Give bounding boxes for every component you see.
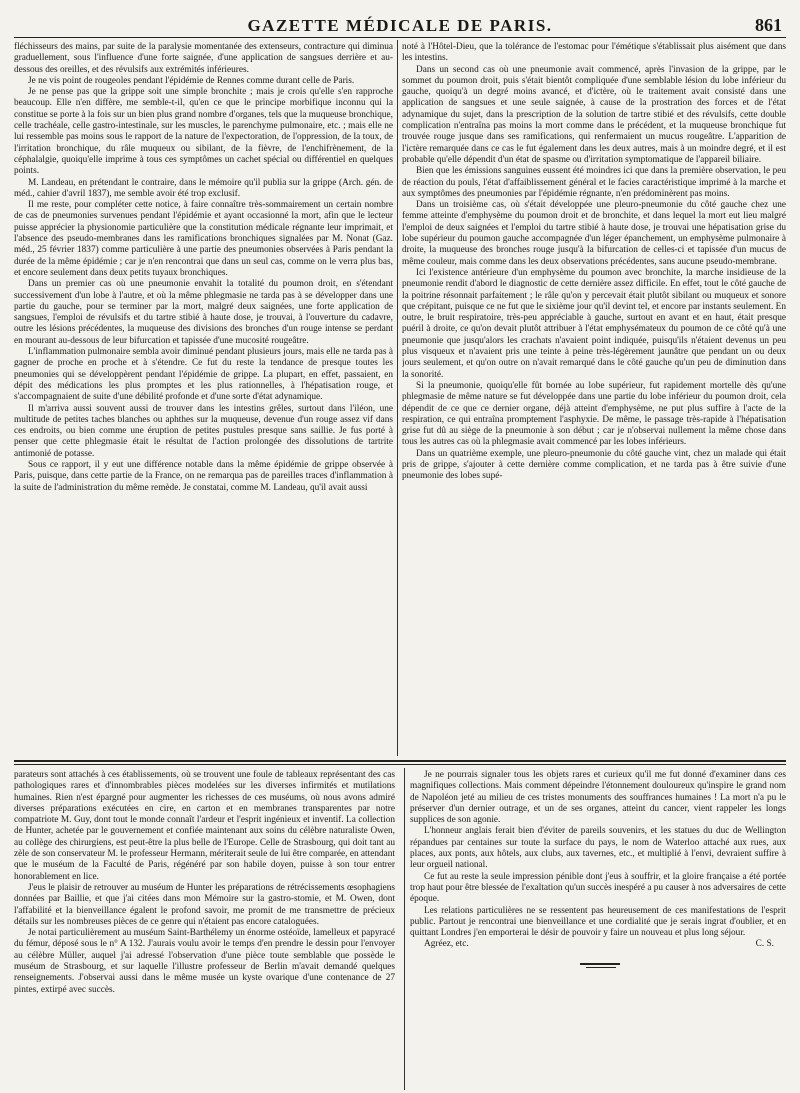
paragraph: parateurs sont attachés à ces établissements, où se trouvent une foule de tableaux représentant des cas pathologiques rares et d'innombrables pièces modelées sur les diverses infirmités et mutilations humaines. Rien n'est épargné pour augmenter les richesses de ces muséums, où nous avons admiré diverses préparations exécutées en cire, en carton et en membranes transparentes par notre compatriote M. Guy, dont tout le monde connaît l'ardeur et l'esprit ingénieux et inventif. La collection de Hunter, achetée par le gouvernement et confiée maintenant aux soins du célèbre naturaliste Owen, au collège des chirurgiens, est peut-être la plus belle de l'Europe. Celle de Strasbourg, qui doit tant au zèle de son conservateur M. le professeur Hermann, mériterait seule de lui être comparée, en attendant que le muséum de la Faculté de Paris, régénéré par son habile doyen, puisse à son tour entrer honorablement en lice.: [14, 770, 395, 882]
paragraph: Je ne pourrais signaler tous les objets rares et curieux qu'il me fut donné d'examiner dans ces magnifiques collections. Mais comment dépeindre l'étonnement douloureux qu'inspire le grand nom de Napoléon jeté au milieu de ces tristes monuments des souffrances humaines ! La mort n'a pu le préserver d'un dernier outrage, et un de ses organes, atteint du cancer, vient rappeler les longs supplices de son agonie.: [410, 770, 786, 826]
salutation: Agréez, etc.: [424, 939, 469, 950]
paragraph: Je notai particulièrement au muséum Saint-Barthélemy un énorme ostéoïde, lamelleux et papyracé du fémur, déposé sous le n° A 132. J'aurais voulu avoir le temps d'en prendre le dessin pour l'envoyer au célèbre Müller, auquel j'ai adressé l'observation d'une pièce toute semblable que possède le muséum de Strasbourg, et sur laquelle l'illustre professeur de Berlin m'avait demandé quelques renseignements. J'observai aussi dans le même musée un kyste ovarique d'une contenance de 27 pintes, extirpé avec succès.: [14, 928, 395, 995]
column-divider-upper: [397, 40, 398, 756]
paragraph: Les relations particulières ne se ressentent pas heureusement de ces manifestations de l'esprit public. Partout je rencontrai une bienveillance et une cordialité que je serais ingrat d'oublier, et en quittant Londres j'en emporterai le désir de pouvoir y faire un nouveau et plus long séjour.: [410, 905, 786, 939]
paragraph: Il m'arriva aussi souvent aussi de trouver dans les intestins grêles, surtout dans l'iléon, une multitude de petites taches blanches ou aphthes sur la muqueuse, devenue d'un rouge assez vif dans ces endroits, ou bien comme une éruption de petites pustules presque sans saillie. Je fus porté à penser que cette phlegmasie était le résultat de l'action prolongée des dissolutions de tartrite antimonié de potasse.: [14, 403, 393, 459]
lower-left-column: [14, 770, 395, 1088]
paragraph: Dans un quatrième exemple, une pleuro-pneumonie du côté gauche vint, chez un malade qui était pris de grippe, s'ajouter à cette dernière comme complication, et ne tarda pas à être suivie d'une pneumonie des lobes supé-: [402, 448, 786, 482]
signature-line: [580, 963, 620, 965]
paragraph: L'inflammation pulmonaire sembla avoir diminué pendant plusieurs jours, mais elle ne tarda pas à gagner de proche en proche et à s'étendre. Ce fut du reste la tendance de presque toutes les pneumonies qui se développèrent pendant l'épidémie de grippe. La plupart, en effet, passaient, en dépit des médications les plus promptes et les plus rationnelles, à l'hépatisation rouge, et s'accompagnaient de suite d'une débilité profonde et d'une sorte d'état adynamique.: [14, 347, 393, 403]
upper-left-column: [14, 42, 393, 754]
paragraph: Dans un premier cas où une pneumonie envahit la totalité du poumon droit, en s'étendant successivement d'un lobe à l'autre, et où la même phlegmasie ne tarda pas à se développer dans une partie du gauche, pour se terminer par la mort, malgré deux saignées, une forte application de sangsues, l'emploi de révulsifs et du tartre stibié à haute dose, je trouvai, à l'ouverture du cadavre, outre les lésions précédentes, la muqueuse des divisions des bronches d'un rouge intense se perdant en mourant au-dessous de leur bifurcation et tapissée d'une mucosité rougeâtre.: [14, 279, 393, 346]
paragraph: M. Landeau, en prétendant le contraire, dans le mémoire qu'il publia sur la grippe (Arch. gén. de méd., cahier d'avril 1837), me semble avoir été trop exclusif.: [14, 177, 393, 199]
paragraph: Si la pneumonie, quoiqu'elle fût bornée au lobe supérieur, fut rapidement mortelle dès qu'une phlegmasie de même nature se fut développée dans une partie du lobe inférieur du poumon droit, cela dépendit de ce que ce dernier organe, déjà atteint d'emphysème, ne put plus suffire à l'acte de la respiration, ce qui entraîna promptement l'asphyxie. De même, le passage très-rapide à l'hépatisation grise fut dû au siège de la pneumonie à son début ; car je n'observai nullement la même chose dans tous les autres cas où la phlegmasie avait commencé par les lobes inférieurs.: [402, 380, 786, 448]
page-number: 861: [755, 15, 782, 35]
paragraph: Il me reste, pour compléter cette notice, à faire connaître très-sommairement un certain nombre de cas de pneumonies survenues pendant l'épidémie et ayant occasionné la mort, afin que le lecteur puisse apprécier la physionomie particulière que la constitution médicale régnante leur imprimait, et l'absence des pseudo-membranes dans les ramifications bronchiques signalées par M. Nonat (Gaz. méd., 25 février 1837) comme particulière à une partie des pneumonies observées à Paris pendant la durée de la même épidémie ; car je n'en rencontrai que dans un seul cas, comme on le verra plus bas, et encore seulement dans deux petits tuyaux bronchiques.: [14, 200, 393, 278]
paragraph: noté à l'Hôtel-Dieu, que la tolérance de l'estomac pour l'émétique s'établissait plus aisément que dans les intestins.: [402, 42, 786, 64]
page-header: [14, 10, 786, 36]
paragraph: Sous ce rapport, il y eut une différence notable dans la même épidémie de grippe observée à Paris, puisque, dans cette partie de la France, on ne remarqua pas de pareilles traces d'inflammation à la suite de l'administration du même remède. Je constatai, comme M. Landeau, qu'il avait aussi: [14, 459, 393, 493]
section-rule-thin: [14, 764, 786, 765]
paragraph: Dans un second cas où une pneumonie avait commencé, après l'invasion de la grippe, par le sommet du poumon droit, puis s'était bientôt compliquée d'une semblable lésion du lobe inférieur du gauche, quoiqu'à un degré moins avancé, et d'ictère, où le traitement avait consisté dans une application de sangsues et une seule saignée, à cause de la prostration des forces et de l'état adynamique du sujet, dans la prescription de la solution de tartre stibié et des révulsifs, cette double complication n'entraîna pas moins la mort comme dans le précédent, et la muqueuse bronchique fut trouvée rouge jusque dans ses ramifications, qui renfermaient un mucus rougeâtre. L'apparition de l'ictère remarquée dans ce cas le fut également dans les deux autres, mais à un moindre degré, et il est probable qu'elle dépendit d'un état de spasme ou d'irritation symptomatique de l'appareil biliaire.: [402, 64, 786, 165]
paragraph: Bien que les émissions sanguines eussent été moindres ici que dans la première observation, le peu de réaction du pouls, l'état d'affaiblissement général et le facies caractéristique imprimé à la marche et aux symptômes des pneumonies par l'épidémie régnante, n'en prédominèrent pas moins.: [402, 166, 786, 199]
column-divider-lower: [404, 768, 405, 1090]
section-rule: [14, 760, 786, 762]
paragraph: Ici l'existence antérieure d'un emphysème du poumon avec bronchite, la marche insidieuse de la pneumonie rendit d'abord le diagnostic de cette dernière assez difficile. En effet, tout le côté gauche de la poitrine résonnait parfaitement ; le râle qu'on y percevait était plutôt sibilant ou muqueux et sonore que crépitant, puisque ce ne fut que le sixième jour qu'il devint tel, et encore par instants seulement. En outre, le bruit respiratoire, très-peu appréciable à gauche, surtout en avant et en haut, était presque puéril à droite, ce qu'on devait plutôt attribuer à l'état emphysémateux du poumon de ce côté qu'à une pneumonie que jusqu'alors les crachats n'avaient point indiquée, puisqu'ils n'étaient devenus un peu plus visqueux et n'avaient pris une teinte à peine très-légèrement jaunâtre que pendant un ou deux jours seulement, et qu'on outre on n'avait remarqué dans le côté gauche qu'un peu de diminution dans la sonorité.: [402, 267, 786, 380]
paragraph: J'eus le plaisir de retrouver au muséum de Hunter les préparations de rétrécissements œsophagiens données par Baillie, et que j'ai citées dans mon Mémoire sur la gastro-stomie, et M. Owen, dont l'affabilité et la bienveillance égalent le profond savoir, me promit de me transmettre de précieux détails sur les nombreuses pièces de ce genre qui n'étaient pas encore cataloguées.: [14, 882, 395, 927]
paragraph: fléchisseurs des mains, par suite de la paralysie momentanée des extenseurs, contracture qui diminua graduellement, sous l'influence d'une forte saignée, d'une application de sangsues derrière et au-dessous des oreilles, et des révulsifs aux extrémités inférieures.: [14, 42, 393, 75]
lower-right-paragraphs: [410, 770, 786, 939]
journal-title: GAZETTE MÉDICALE DE PARIS.: [247, 16, 553, 35]
paragraph: Je ne vis point de rougeoles pendant l'épidémie de Rennes comme durant celle de Paris.: [28, 75, 355, 86]
paragraph: Ce fut au reste la seule impression pénible dont j'eus à souffrir, et la gloire française a été portée trop haut pour être blessée de l'exaltation qu'un succès inespéré a pu causer à nos adversaires de cette époque.: [410, 871, 786, 905]
paragraph: L'honneur anglais ferait bien d'éviter de pareils souvenirs, et les statues du duc de Wellington répandues par centaines sur toute la surface du pays, le nom de Waterloo attaché aux rues, aux places, aux ponts, aux hôtels, aux clubs, aux tavernes, etc., et multiplié à l'envi, devraient suffire à leur orgueil national.: [410, 826, 786, 871]
paragraph: Je ne pense pas que la grippe soit une simple bronchite ; mais je crois qu'elle s'en rapproche beaucoup. Elle n'en diffère, me semble-t-il, qu'en ce que le principe morbifique inconnu qui la constitue se porte à la fois sur un bien plus grand nombre d'organes, tels que la muqueuse bronchique, celle trachéale, celle gastro-intestinale, sur les muscles, le parenchyme pulmonaire, etc. ; mais elle ne lui ressemble pas moins sous le rapport de la nature de l'expectoration, de l'oppression, de la toux, de l'irritation bronchique, du râle muqueux ou sibilant, de la fièvre, de l'enchifrènement, de la céphalalgie, quoiqu'elle imprime à tous ces symptômes un cachet spécial ou différentiel en quelques points.: [14, 87, 393, 177]
signature-line-small: [586, 967, 616, 968]
upper-right-column: [402, 42, 786, 754]
paragraph: Dans un troisième cas, où s'était développée une pleuro-pneumonie du côté gauche chez une femme atteinte d'emphysème du poumon droit et de bronchite, et dans lequel la mort eut lieu malgré l'emploi de deux saignées et l'emploi du tartre stibié à haute dose, je trouvai une hépatisation grise du lobe supérieur du poumon gauche accompagnée d'un léger épanchement, un emphysème pulmonaire à droite, la muqueuse des bronches rouge jusqu'à la bifurcation de celles-ci et tapissée d'un mucus de même couleur, mais comme dans les deux observations précédentes, sans aucune pseudo-membrane.: [402, 200, 786, 267]
lower-right-column: [410, 770, 786, 1088]
closing: [410, 939, 786, 950]
signature: C. S.: [755, 939, 774, 950]
header-rule: [14, 37, 786, 38]
